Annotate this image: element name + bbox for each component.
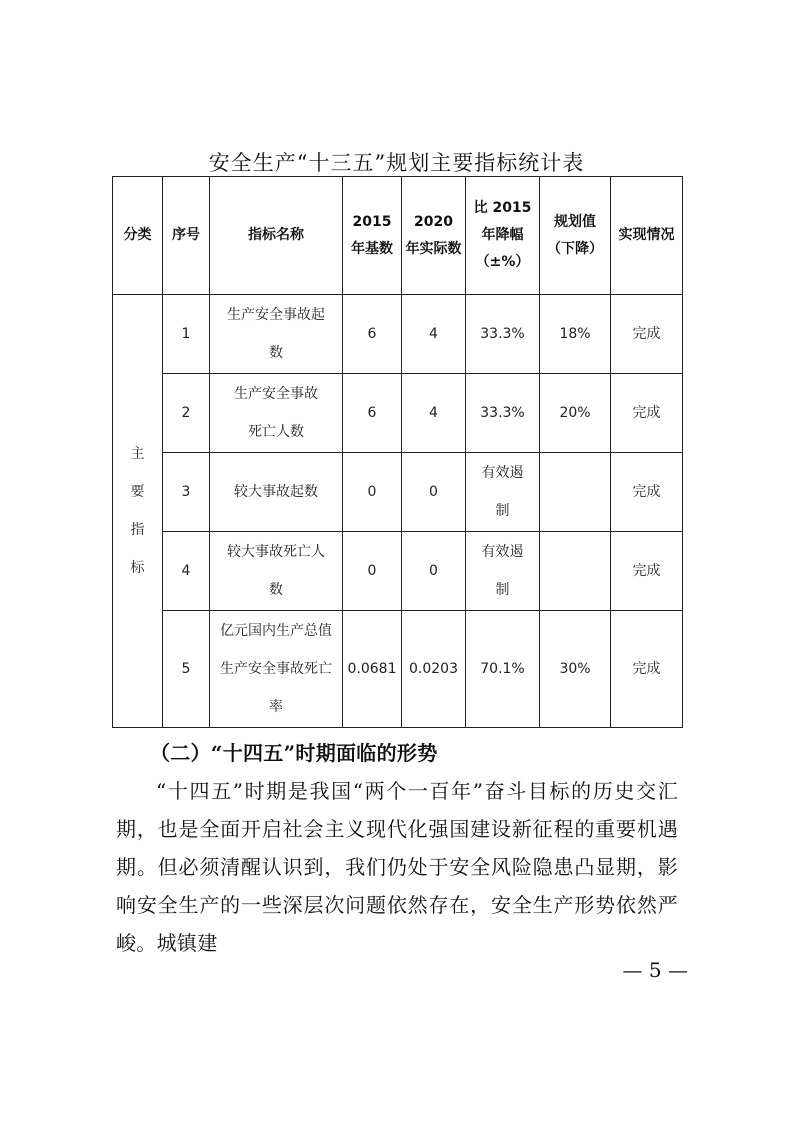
header-planned-target: 规划值（下降） bbox=[540, 177, 611, 295]
indicator-name: 亿元国内生产总值生产安全事故死亡率 bbox=[210, 611, 343, 728]
table-row bbox=[113, 453, 683, 532]
base-value: 0 bbox=[343, 453, 402, 532]
actual-value: 0.0203 bbox=[402, 611, 466, 728]
change-value: 33.3% bbox=[466, 295, 540, 374]
table-title: 安全生产“十三五”规划主要指标统计表 bbox=[208, 151, 585, 175]
row-number: 4 bbox=[163, 532, 210, 611]
body-paragraph: “十四五”时期是我国“两个一百年”奋斗目标的历史交汇期，也是全面开启社会主义现代化强国建设新征程的重要机遇期。但必须清醒认识到，我们仍处于安全风险隐患凸显期，影响安全生产的一些深层次问题依然存在，安全生产形势依然严峻。城镇建 bbox=[116, 779, 678, 955]
table-row bbox=[113, 611, 683, 728]
table-row bbox=[113, 374, 683, 453]
status-value: 完成 bbox=[611, 295, 683, 374]
change-value: 70.1% bbox=[466, 611, 540, 728]
header-2015-base: 2015 年基数 bbox=[343, 177, 402, 295]
change-value: 有效遏制 bbox=[466, 453, 540, 532]
header-indicator-name: 指标名称 bbox=[210, 177, 343, 295]
table-row bbox=[113, 532, 683, 611]
actual-value: 4 bbox=[402, 374, 466, 453]
row-number: 3 bbox=[163, 453, 210, 532]
base-value: 0 bbox=[343, 532, 402, 611]
change-value: 有效遏制 bbox=[466, 532, 540, 611]
indicator-name: 较大事故死亡人数 bbox=[210, 532, 343, 611]
header-achievement: 实现情况 bbox=[611, 177, 683, 295]
row-number: 5 bbox=[163, 611, 210, 728]
actual-value: 0 bbox=[402, 453, 466, 532]
target-value: 20% bbox=[540, 374, 611, 453]
header-category: 分类 bbox=[113, 177, 163, 295]
indicator-name: 生产安全事故起数 bbox=[210, 295, 343, 374]
indicator-table bbox=[112, 176, 683, 728]
target-value bbox=[540, 532, 611, 611]
header-change-vs-2015: 比 2015 年降幅（±%） bbox=[466, 177, 540, 295]
base-value: 0.0681 bbox=[343, 611, 402, 728]
actual-value: 0 bbox=[402, 532, 466, 611]
header-2020-actual: 2020 年实际数 bbox=[402, 177, 466, 295]
header-number: 序号 bbox=[163, 177, 210, 295]
category-cell: 主要指标 bbox=[113, 295, 163, 728]
target-value: 18% bbox=[540, 295, 611, 374]
change-value: 33.3% bbox=[466, 374, 540, 453]
actual-value: 4 bbox=[402, 295, 466, 374]
target-value: 30% bbox=[540, 611, 611, 728]
table-header-row bbox=[113, 177, 683, 295]
status-value: 完成 bbox=[611, 453, 683, 532]
target-value bbox=[540, 453, 611, 532]
indicator-name: 生产安全事故死亡人数 bbox=[210, 374, 343, 453]
section-heading: （二）“十四五”时期面临的形势 bbox=[150, 741, 438, 765]
status-value: 完成 bbox=[611, 611, 683, 728]
indicator-name: 较大事故起数 bbox=[210, 453, 343, 532]
status-value: 完成 bbox=[611, 374, 683, 453]
base-value: 6 bbox=[343, 374, 402, 453]
page-number: — 5 — bbox=[622, 958, 688, 982]
base-value: 6 bbox=[343, 295, 402, 374]
row-number: 1 bbox=[163, 295, 210, 374]
table-row bbox=[113, 295, 683, 374]
row-number: 2 bbox=[163, 374, 210, 453]
status-value: 完成 bbox=[611, 532, 683, 611]
